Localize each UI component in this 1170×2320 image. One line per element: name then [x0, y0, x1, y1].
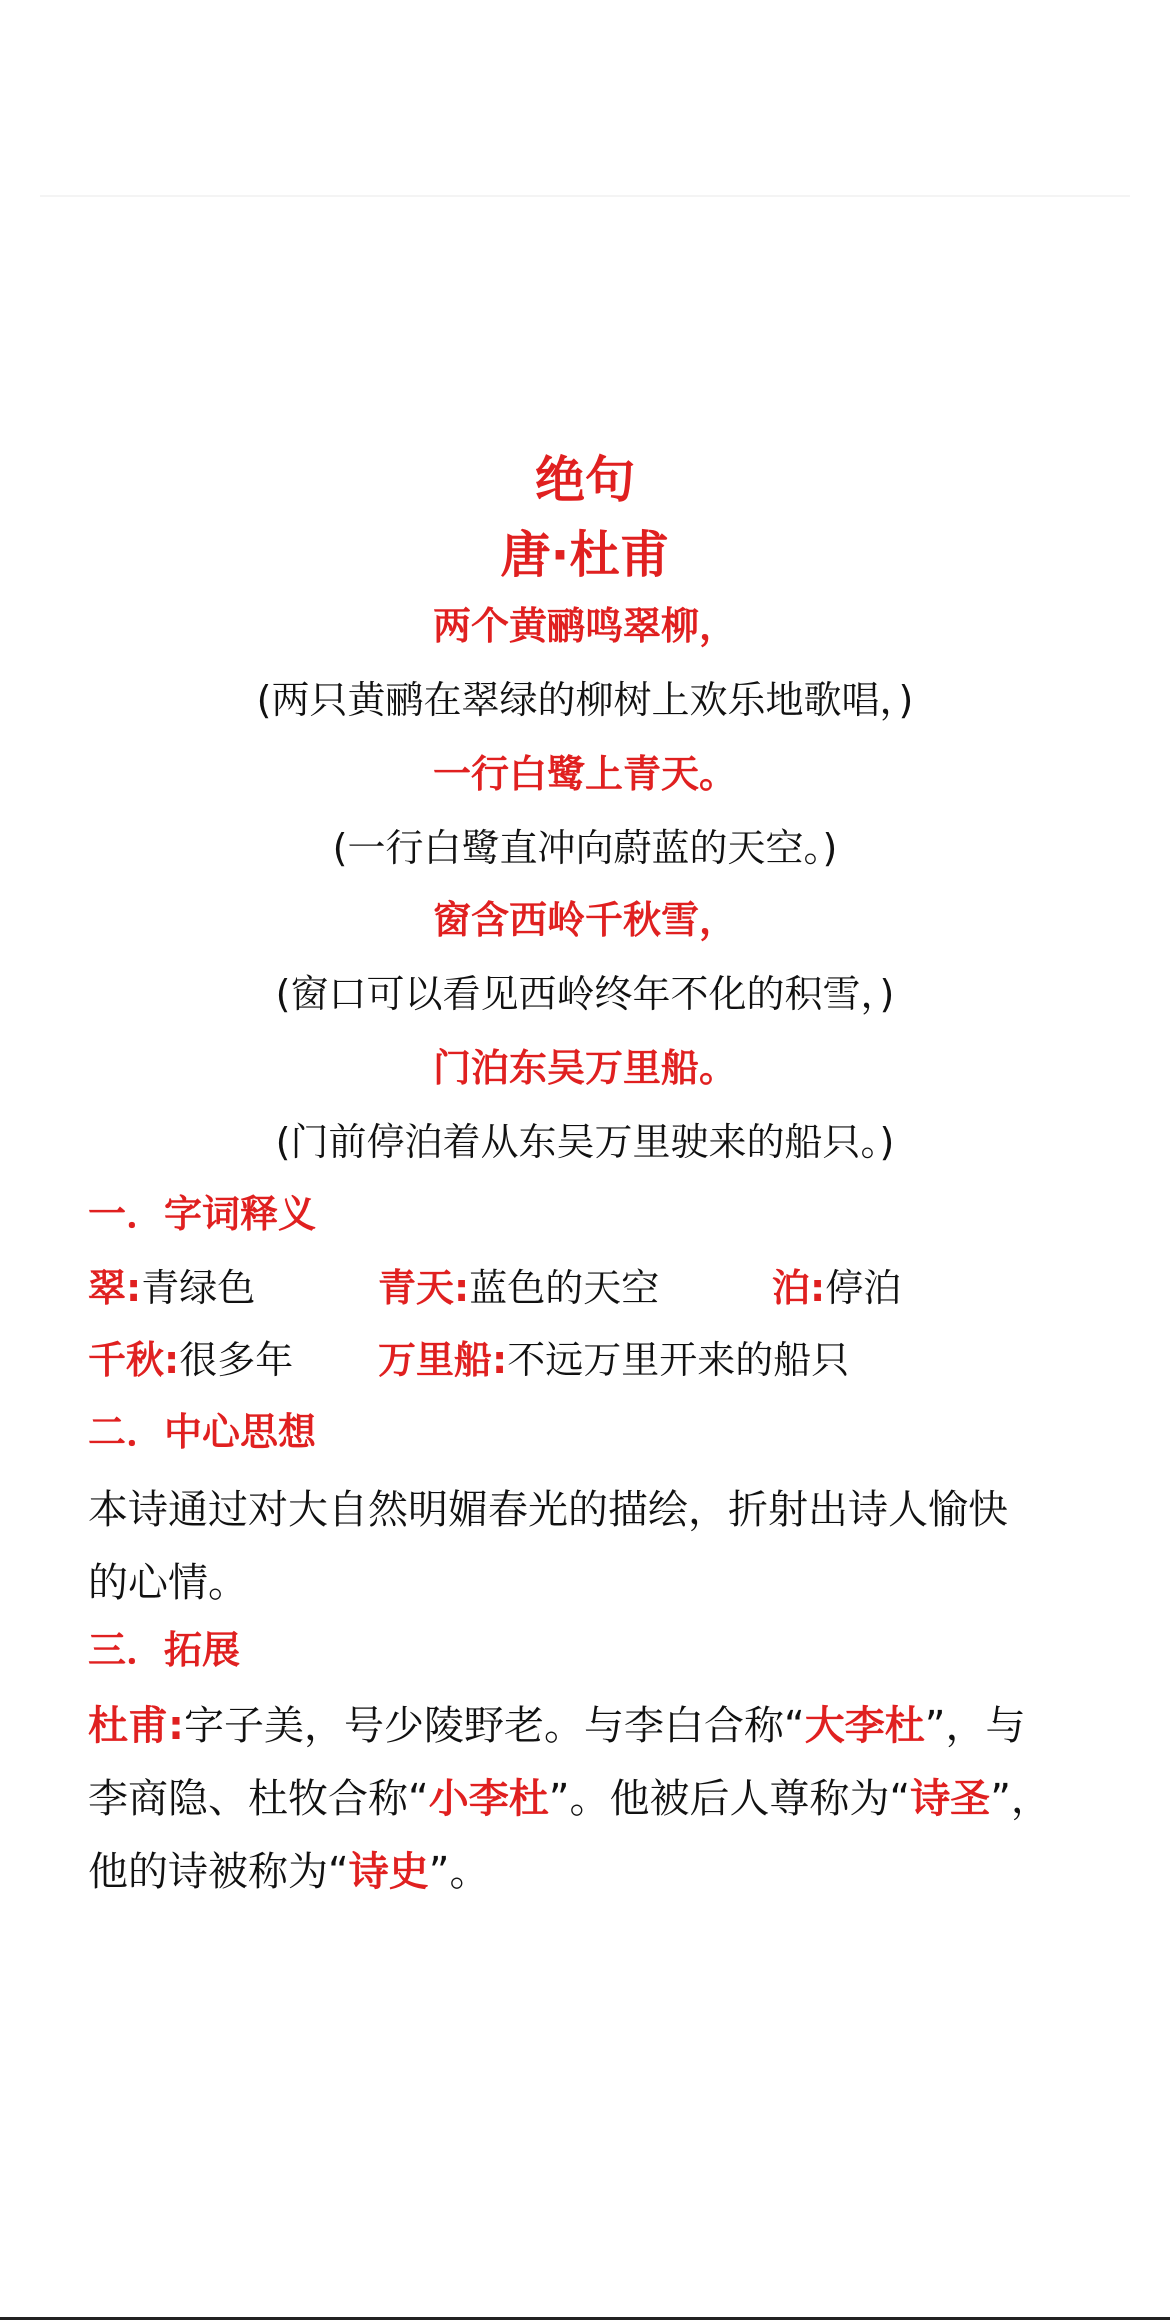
term-meaning: 很多年	[179, 1338, 294, 1382]
extension-text: ”，	[990, 1776, 1051, 1822]
term-item	[378, 1332, 849, 1388]
term-word: 翠:	[88, 1266, 142, 1310]
theme-paragraph	[88, 1474, 1078, 1620]
poet-name: 杜甫:	[88, 1703, 184, 1749]
term-item	[88, 1332, 293, 1388]
extension-text: ”。	[428, 1849, 490, 1895]
poem-title: 绝句	[535, 451, 635, 509]
section-heading-theme: 二．中心思想	[88, 1410, 317, 1454]
term-item	[88, 1260, 255, 1316]
term-word: 万里船:	[378, 1338, 508, 1382]
extension-text: ”，与	[924, 1703, 1026, 1749]
extension-text: 字子美，号少陵野老。与李白合称“	[184, 1703, 805, 1749]
section-heading-extension: 三．拓展	[88, 1628, 241, 1672]
term-meaning: 不远万里开来的船只	[507, 1338, 850, 1382]
translation-line: (门前停泊着从东吴万里驶来的船只。)	[275, 1120, 895, 1164]
verse-line: 两个黄鹂鸣翠柳，	[432, 604, 737, 648]
extension-paragraph	[88, 1690, 1078, 1909]
term-item	[772, 1260, 901, 1316]
extension-text: ”。他被后人尊称为“	[548, 1776, 911, 1822]
translation-line: (两只黄鹂在翠绿的柳树上欢乐地歌唱，)	[256, 678, 914, 722]
term-meaning: 蓝色的天空	[469, 1266, 660, 1310]
theme-line: 的心情。	[88, 1560, 248, 1606]
theme-line: 本诗通过对大自然明媚春光的描绘，折射出诗人愉快	[88, 1487, 1008, 1533]
extension-line	[88, 1690, 1078, 1763]
highlight-term: 大李杜	[804, 1703, 925, 1749]
extension-line	[88, 1836, 1078, 1909]
verse-line: 窗含西岭千秋雪，	[432, 898, 737, 942]
term-meaning: 停泊	[825, 1266, 902, 1310]
top-divider	[40, 195, 1130, 197]
extension-text: 李商隐、杜牧合称“	[88, 1776, 429, 1822]
poem-author: 唐·杜甫	[500, 526, 670, 584]
extension-text: 他的诗被称为“	[88, 1849, 349, 1895]
translation-line: (窗口可以看见西岭终年不化的积雪，)	[275, 972, 895, 1016]
translation-line: (一行白鹭直冲向蔚蓝的天空。)	[332, 826, 838, 870]
term-word: 泊:	[772, 1266, 826, 1310]
highlight-term: 诗史	[348, 1849, 429, 1895]
extension-line	[88, 1763, 1078, 1836]
verse-line: 一行白鹭上青天。	[432, 752, 737, 796]
section-heading-vocab: 一．字词释义	[88, 1192, 317, 1236]
highlight-term: 小李杜	[428, 1776, 549, 1822]
term-word: 青天:	[378, 1266, 470, 1310]
term-meaning: 青绿色	[141, 1266, 256, 1310]
term-word: 千秋:	[88, 1338, 180, 1382]
highlight-term: 诗圣	[910, 1776, 991, 1822]
verse-line: 门泊东吴万里船。	[432, 1046, 737, 1090]
term-item	[378, 1260, 659, 1316]
